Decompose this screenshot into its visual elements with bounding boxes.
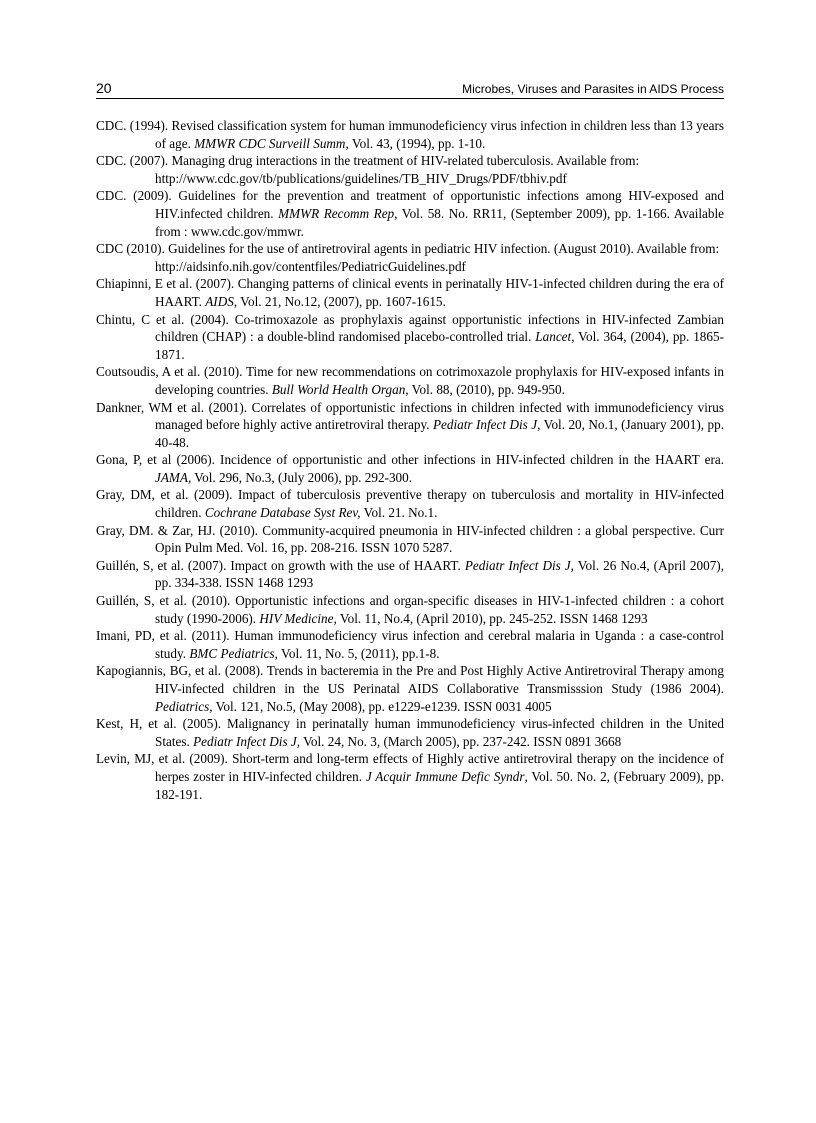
reference-entry	[96, 715, 724, 750]
reference-entry	[96, 486, 724, 521]
reference-text: CDC. (2009). Guidelines for the prevention and treatment of opportunistic infections among HIV-exposed and HIV.infected children.	[96, 188, 724, 221]
reference-details: Vol. 24, No. 3, (March 2005), pp. 237-242. ISSN 0891 3668	[300, 733, 622, 749]
reference-entry	[96, 750, 724, 803]
reference-entry	[96, 399, 724, 452]
reference-entry	[96, 240, 724, 275]
reference-text: CDC. (2007). Managing drug interactions in the treatment of HIV-related tuberculosis. Available from:	[96, 153, 640, 169]
reference-entry	[96, 117, 724, 152]
reference-entry	[96, 152, 724, 187]
reference-entry	[96, 187, 724, 240]
reference-url: http://aidsinfo.nih.gov/contentfiles/PediatricGuidelines.pdf	[155, 258, 466, 274]
reference-details: Vol. 20, No.1, (January 2001), pp. 40-48.	[155, 417, 724, 450]
journal-name: J Acquir Immune Defic Syndr	[365, 768, 525, 784]
reference-text: Coutsoudis, A et al. (2010). Time for new recommendations on cotrimoxazole prophylaxis for HIV-exposed infants in developing countries.	[96, 364, 724, 397]
reference-details: , Vol. 58. No. RR11, (September 2009), pp. 1-166. Available from : www.cdc.gov/mmwr.	[155, 205, 725, 239]
reference-entry	[96, 522, 724, 557]
reference-text: Chiapinni, E et al. (2007). Changing patterns of clinical events in perinatally HIV-1-infected children during the era of HAART.	[96, 276, 724, 309]
reference-text: Levin, MJ, et al. (2009). Short-term and long-term effects of Highly active antiretroviral therapy on the incidence of herpes zoster in HIV-infected children.	[96, 751, 724, 784]
journal-name: Pediatr Infect Dis J,	[433, 417, 541, 433]
running-title: Microbes, Viruses and Parasites in AIDS Process	[462, 82, 724, 96]
reference-details: , Vol. 21, No.12, (2007), pp. 1607-1615.	[233, 293, 446, 309]
journal-name: JAMA,	[155, 469, 192, 485]
reference-text: Guillén, S, et al. (2007). Impact on growth with the use of HAART.	[96, 557, 465, 573]
reference-text: Dankner, WM et al. (2001). Correlates of opportunistic infections in children infected with immunodeficiency virus managed before highly active antiretroviral therapy.	[96, 399, 724, 433]
reference-details: Vol. 11, No.4, (April 2010), pp. 245-252. ISSN 1468 1293	[336, 610, 648, 626]
reference-details: Vol. 26 No.4, (April 2007), pp. 334-338. ISSN 1468 1293	[155, 557, 724, 591]
journal-name: MMWR Recomm Rep	[278, 205, 395, 221]
reference-entry	[96, 451, 724, 486]
journal-name: Pediatr Infect Dis J,	[464, 557, 574, 573]
journal-name: Bull World Health Organ,	[271, 381, 409, 397]
reference-entry	[96, 557, 724, 592]
page-number: 20	[96, 80, 112, 96]
journal-name: Lancet,	[535, 329, 575, 345]
reference-entry	[96, 275, 724, 310]
reference-entry	[96, 363, 724, 398]
reference-text: Guillén, S, et al. (2010). Opportunistic infections and organ-specific diseases in HIV-1-infected children : a cohort study (1990-2006).	[96, 593, 724, 626]
reference-details: , Vol. 50. No. 2, (February 2009), pp. 182-191.	[155, 768, 724, 802]
journal-name: Cochrane Database Syst Rev,	[204, 505, 361, 521]
reference-details: , Vol. 43, (1994), pp. 1-10.	[345, 135, 486, 151]
reference-list	[96, 117, 724, 803]
reference-entry	[96, 311, 724, 364]
reference-details: Vol. 296, No.3, (July 2006), pp. 292-300.	[191, 469, 413, 485]
reference-entry	[96, 592, 724, 627]
journal-name: Pediatrics,	[155, 698, 213, 714]
reference-text: Imani, PD, et al. (2011). Human immunodeficiency virus infection and cerebral malaria in Uganda : a case-control study.	[96, 628, 724, 661]
page-header	[96, 80, 724, 99]
reference-entry	[96, 662, 724, 715]
journal-name: HIV Medicine,	[259, 610, 337, 626]
reference-text: Chintu, C et al. (2004). Co-trimoxazole as prophylaxis against opportunistic infections in HIV-infected Zambian children (CHAP) : a double-blind randomised placebo-controlled trial.	[96, 311, 724, 345]
reference-text: CDC (2010). Guidelines for the use of antiretroviral agents in pediatric HIV infection. (August 2010). Available from:	[96, 241, 720, 257]
reference-details: Vol. 88, (2010), pp. 949-950.	[408, 381, 565, 397]
reference-details: Vol. 364, (2004), pp. 1865-1871.	[155, 329, 724, 362]
reference-text: Kapogiannis, BG, et al. (2008). Trends in bacteremia in the Pre and Post Highly Active Antiretroviral Therapy among HIV-infected children in the US Perinatal AIDS Collaborative Transmisssion Study (1986 2004).	[96, 663, 724, 696]
journal-name: MMWR CDC Surveill Summ	[194, 135, 346, 151]
reference-text: Kest, H, et al. (2005). Malignancy in perinatally human immunodeficiency virus-infected children in the United States.	[96, 716, 724, 749]
reference-details: Vol. 21. No.1.	[360, 505, 438, 521]
journal-name: BMC Pediatrics	[189, 645, 275, 661]
reference-details: , Vol. 11, No. 5, (2011), pp.1-8.	[274, 645, 440, 661]
journal-name: Pediatr Infect Dis J,	[193, 733, 301, 749]
reference-url: http://www.cdc.gov/tb/publications/guidelines/TB_HIV_Drugs/PDF/tbhiv.pdf	[155, 170, 567, 186]
reference-entry	[96, 627, 724, 662]
reference-details: Vol. 121, No.5, (May 2008), pp. e1229-e1239. ISSN 0031 4005	[212, 698, 552, 714]
reference-text: Gray, DM. & Zar, HJ. (2010). Community-acquired pneumonia in HIV-infected children : a global perspective. Curr Opin Pulm Med. Vol. 16, pp. 208-216. ISSN 1070 5287.	[96, 522, 724, 556]
reference-text: Gona, P, et al (2006). Incidence of opportunistic and other infections in HIV-infected children in the HAART era.	[96, 452, 724, 468]
journal-name: AIDS	[205, 293, 234, 309]
reference-text: CDC. (1994). Revised classification system for human immunodeficiency virus infection in children less than 13 years of age.	[96, 118, 724, 151]
reference-text: Gray, DM, et al. (2009). Impact of tuberculosis preventive therapy on tuberculosis and mortality in HIV-infected children.	[96, 487, 724, 521]
